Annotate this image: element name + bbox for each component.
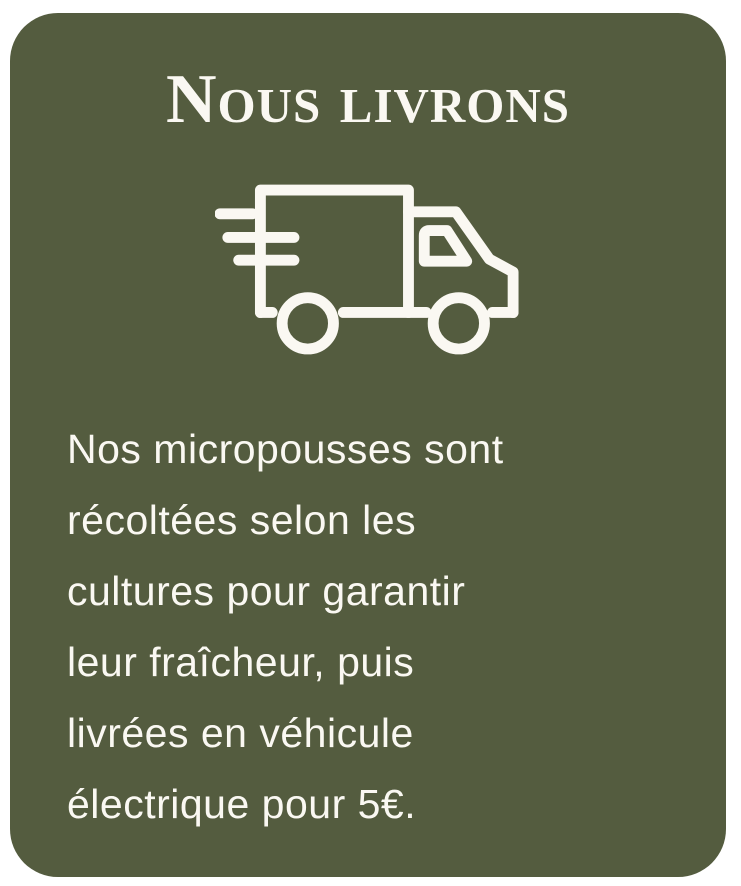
description-line: récoltées selon les (67, 497, 417, 543)
icon-row (10, 184, 726, 362)
delivery-info-card (10, 13, 726, 877)
truck-wheel-right (433, 298, 484, 349)
truck-window (424, 231, 466, 262)
description-line: livrées en véhicule (67, 710, 414, 756)
description-line: Nos micropousses sont (67, 426, 504, 472)
description-line: électrique pour 5€. (67, 781, 417, 827)
description-line: leur fraîcheur, puis (67, 639, 415, 685)
card-description (10, 414, 726, 840)
truck-wheel-left (282, 298, 333, 349)
card-title: Nous livrons (165, 61, 571, 138)
description-line: cultures pour garantir (67, 568, 466, 614)
truck-box (260, 190, 408, 312)
delivery-truck-icon (215, 184, 521, 362)
